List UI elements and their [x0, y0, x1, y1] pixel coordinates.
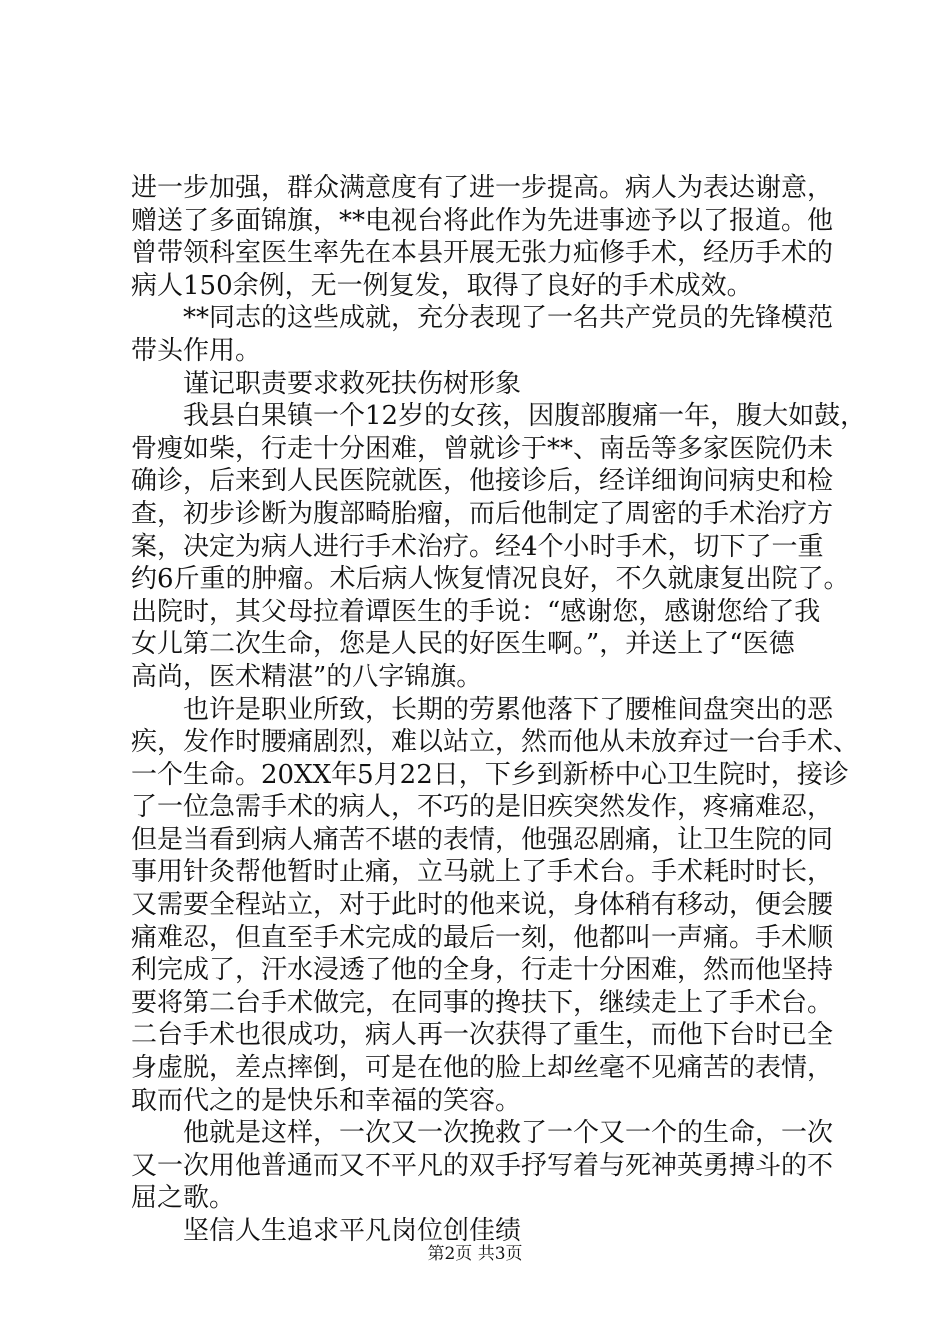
text-line: 但是当看到病人痛苦不堪的表情，他强忍剧痛，让卫生院的同 [131, 824, 834, 855]
text-line: 女儿第二次生命，您是人民的好医生啊。”，并送上了“医德 [131, 629, 795, 660]
text-line: 他就是这样，一次又一次挽救了一个又一个的生命，一次 [131, 1118, 834, 1149]
text-line: 确诊，后来到人民医院就医，他接诊后，经详细询问病史和检 [131, 466, 834, 497]
text-line: 二台手术也很成功，病人再一次获得了重生，而他下台时已全 [131, 1020, 834, 1051]
text-line: 身虚脱，差点摔倒，可是在他的脸上却丝毫不见痛苦的表情， [131, 1053, 834, 1084]
text-line: 也许是职业所致，长期的劳累他落下了腰椎间盘突出的恶 [131, 694, 834, 725]
text-line: 高尚，医术精湛”的八字锦旗。 [131, 661, 483, 692]
text-line: 屈之歌。 [131, 1183, 236, 1214]
text-line: 出院时，其父母拉着谭医生的手说：“感谢您，感谢您给了我 [131, 596, 821, 627]
text-line: 骨瘦如柴，行走十分困难，曾就诊于**、南岳等多家医院仍未 [131, 433, 834, 464]
text-line: 又一次用他普通而又不平凡的双手抒写着与死神英勇搏斗的不 [131, 1150, 834, 1181]
text-line: 一个生命。20XX年5月22日，下乡到新桥中心卫生院时，接诊 [131, 759, 849, 790]
text-line: 利完成了，汗水浸透了他的全身，行走十分困难，然而他坚持 [131, 955, 834, 986]
section-heading: 坚信人生追求平凡岗位创佳绩 [131, 1216, 522, 1246]
page-footer: 第2页 共3页 [427, 1244, 523, 1264]
section-heading: 谨记职责要求救死扶伤树形象 [131, 368, 522, 399]
text-line: 又需要全程站立，对于此时的他来说，身体稍有移动，便会腰 [131, 890, 834, 921]
text-line: 了一位急需手术的病人，不巧的是旧疾突然发作，疼痛难忍， [131, 792, 834, 823]
text-line: 要将第二台手术做完，在同事的搀扶下，继续走上了手术台。 [131, 987, 834, 1018]
text-line: 我县白果镇一个12岁的女孩，因腹部腹痛一年，腹大如鼓， [131, 401, 867, 432]
text-line: 约6斤重的肿瘤。术后病人恢复情况良好，不久就康复出院了。 [131, 564, 850, 595]
text-line: 带头作用。 [131, 335, 262, 366]
text-line: 查，初步诊断为腹部畸胎瘤，而后他制定了周密的手术治疗方 [131, 498, 834, 529]
text-line: 取而代之的是快乐和幸福的笑容。 [131, 1085, 522, 1116]
text-line: 事用针灸帮他暂时止痛，立马就上了手术台。手术耗时时长， [131, 857, 834, 888]
text-line: **同志的这些成就，充分表现了一名共产党员的先锋模范 [131, 303, 834, 334]
text-line: 疾，发作时腰痛剧烈，难以站立，然而他从未放弃过一台手术、 [131, 727, 860, 758]
text-line: 曾带领科室医生率先在本县开展无张力疝修手术，经历手术的 [131, 238, 834, 269]
text-line: 进一步加强，群众满意度有了进一步提高。病人为表达谢意， [131, 173, 834, 203]
text-line: 案，决定为病人进行手术治疗。经4个小时手术，切下了一重 [131, 531, 824, 562]
text-line: 病人150余例，无一例复发，取得了良好的手术成效。 [131, 270, 753, 301]
text-line: 痛难忍，但直至手术完成的最后一刻，他都叫一声痛。手术顺 [131, 922, 834, 953]
text-line: 赠送了多面锦旗，**电视台将此作为先进事迹予以了报道。他 [131, 205, 834, 236]
document-body [131, 172, 867, 1248]
